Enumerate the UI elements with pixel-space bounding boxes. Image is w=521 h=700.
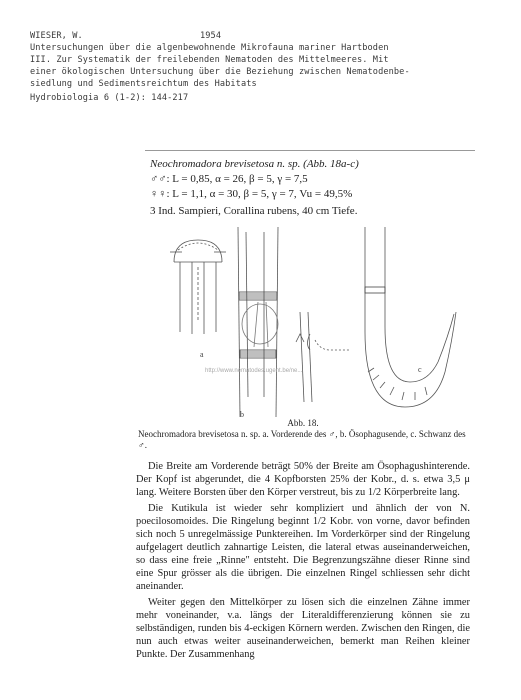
paragraph: Die Breite am Vorderende beträgt 50% der Breite am Ösophagushinterende. Der Kopf ist abgerundet, die 4 Kopfborsten 25% der Kobr., d. s. etwa 3,5 μ lang. Weitere Borsten über den Körper verstreut, bis zu 1/2 Körperbreite lang.: [136, 461, 470, 498]
year: 1954: [200, 31, 222, 41]
figure-drawings: [160, 222, 460, 422]
locality: 3 Ind. Sampieri, Corallina rubens, 40 cm Tiefe.: [150, 205, 358, 217]
male-measurements: ♂♂: L = 0,85, α = 26, β = 5, γ = 7,5: [150, 173, 308, 185]
caption-title: Abb. 18.: [287, 418, 319, 428]
author: WIESER, W.: [30, 31, 83, 41]
drawing-c-tail: [308, 227, 457, 407]
drawing-b-oesophagus-end: [238, 227, 312, 417]
title-line: einer ökologischen Untersuchung über die Beziehung zwischen Nematodenbe-: [30, 67, 410, 77]
female-measurements: ♀♀: L = 1,1, α = 30, β = 5, γ = 7, Vu = 49,5%: [150, 188, 353, 200]
journal-reference: Hydrobiologia 6 (1-2): 144-217: [30, 93, 189, 103]
label-c: c: [418, 365, 422, 374]
label-a: a: [200, 350, 204, 359]
title-line: III. Zur Systematik der freilebenden Nematoden des Mittelmeeres. Mit: [30, 55, 389, 65]
title-line: siedlung und Sedimentsreichtum des Habitats: [30, 79, 257, 89]
title-line: Untersuchungen über die algenbewohnende Mikrofauna mariner Hartboden: [30, 43, 389, 53]
label-b: b: [240, 410, 244, 419]
species-name: Neochromadora brevisetosa n. sp. (Abb. 18a-c): [150, 158, 359, 170]
drawing-a-anterior-end: [170, 240, 226, 334]
paragraph: Die Kutikula ist wieder sehr kompliziert und ähnlich der von N. poecilosomoides. Die Ringelung beginnt 1/2 Kobr. von vorne, davor befinden sich noch 5 unregelmässige Punktereihen. Im Vorderkörper sind der Ringelung aufgelagert deutlich zahnartige Leisten, die lateral etwas auseinanderweichen, so dass eine freie „Rinne" entsteht. Die Begrenzungszähne dieser Rinne sind eine Spur grösser als die übrigen. Die einzelnen Ringel schliessen sehr dicht aneinander.: [136, 503, 470, 592]
species-block: [150, 157, 480, 219]
author-year-line: [30, 30, 500, 42]
paragraph: Weiter gegen den Mittelkörper zu lösen sich die einzelnen Zähne immer mehr voneinander, v.a. längs der Literaldifferenzierung können sie zu selbständigen, runden bis 4-eckigen Körnern werden. Zwischen den Ringen, die nun auch etwas weiter auseinanderweichen, bemerkt man Reihen kleiner Punkte. Der Zusammenhang: [136, 597, 470, 660]
divider: [145, 150, 475, 151]
figure-caption: [138, 418, 468, 451]
watermark: http://www.nematodes.ugent.be/ne...: [205, 368, 303, 374]
citation-header: [30, 30, 500, 104]
caption-text: Neochromadora brevisetosa n. sp. a. Vorderende des ♂, b. Ösophagusende, c. Schwanz des ♂.: [138, 429, 466, 450]
body-text: [136, 460, 470, 664]
